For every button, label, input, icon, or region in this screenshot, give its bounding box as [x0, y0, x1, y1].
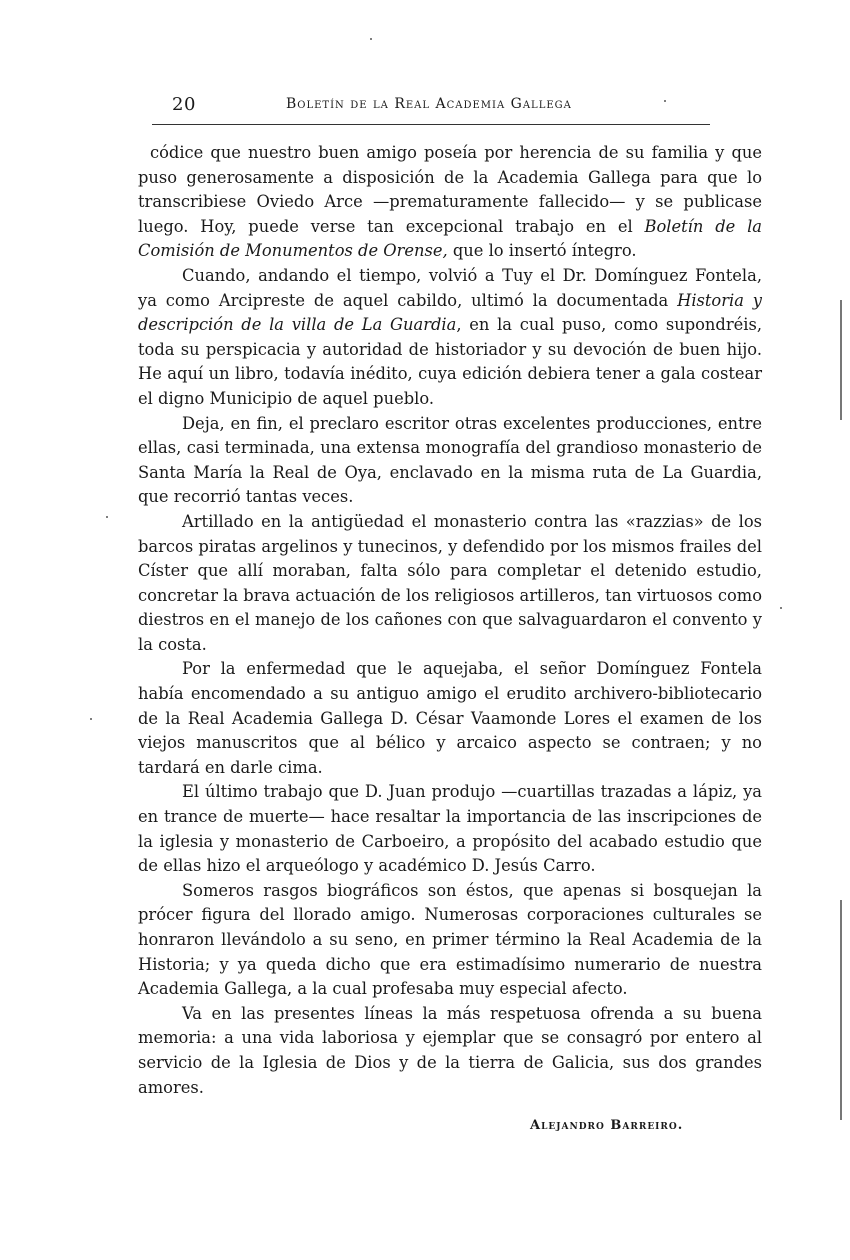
- paragraph-2-text-a: Cuando, andando el tiempo, volvió a Tuy el Dr. Domínguez Fontela, ya como Arcipreste de aquel cabildo, ultimó la documentada: [138, 265, 762, 310]
- paragraph-2-italic-title: Historia y descripción de la villa de La Guardia: [138, 290, 762, 335]
- paragraph-1: [138, 141, 762, 264]
- paragraph-2-text-b: , en la cual puso, como supondréis, toda su perspicacia y autoridad de historiador y su devoción de buen hijo. He aquí un libro, todavía inédito, cuya edición debiera tener a gala costear el digno Municipio de aquel pueblo.: [138, 315, 762, 408]
- scan-speck: [90, 718, 92, 720]
- page-edge-shadow: [840, 300, 842, 420]
- page-edge-shadow: [840, 900, 842, 1120]
- journal-title: Boletín de la Real Academia Gallega: [286, 96, 572, 112]
- scan-speck: [106, 516, 108, 518]
- paragraph-3: Deja, en fin, el preclaro escritor otras excelentes producciones, entre ellas, casi terminada, una extensa monografía del grandioso monasterio de Santa María la Real de Oya, enclavado en la misma ruta de La Guardia, que recorrió tantas veces.: [138, 413, 762, 507]
- paragraph-1-italic-title: Boletín de la Comisión de Monumentos de Orense,: [138, 216, 762, 261]
- scan-speck: [370, 38, 372, 40]
- paragraph-2: [138, 264, 762, 412]
- paragraph-7: Someros rasgos biográficos son éstos, que apenas si bosquejan la prócer figura del llorado amigo. Numerosas corporaciones culturales se honraron llevándolo a su seno, en primer término la Real Academia de la Historia; y ya queda dicho que era estimadísimo numerario de nuestra Academia Gallega, a la cual profesaba muy especial afecto.: [138, 880, 762, 999]
- article-body: [138, 141, 762, 1100]
- paragraph-1-text-a: códice que nuestro buen amigo poseía por herencia de su familia y que puso generosamente a disposición de la Academia Gallega para que lo transcribiese Oviedo Arce —prematuramente fallecido— y se publicase luego. Hoy, puede verse tan excepcional trabajo en el: [138, 143, 762, 236]
- paragraph-4: Artillado en la antigüedad el monasterio contra las «razzias» de los barcos piratas argelinos y tunecinos, y defendido por los mismos frailes del Císter que allí moraban, falta sólo para completar el detenido estudio, concretar la brava actuación de los religiosos artilleros, tan virtuosos como diestros en el manejo de los cañones con que salvaguardaron el convento y la costa.: [138, 511, 762, 654]
- paragraph-5: Por la enfermedad que le aquejaba, el señor Domínguez Fontela había encomendado a su antiguo amigo el erudito archivero-bibliotecario de la Real Academia Gallega D. César Vaamonde Lores el examen de los viejos manuscritos que al bélico y arcaico aspecto se contraen; y no tardará en darle cima.: [138, 659, 762, 777]
- scan-speck: [780, 607, 782, 609]
- page-number: 20: [172, 94, 196, 115]
- author-signature: Alejandro Barreiro.: [530, 1118, 684, 1133]
- paragraph-6: El último trabajo que D. Juan produjo —cuartillas trazadas a lápiz, ya en trance de muerte— hace resaltar la importancia de las inscripciones de la iglesia y monasterio de Carboeiro, a propósito del acabado estudio que de ellas hizo el arqueólogo y académico D. Jesús Carro.: [138, 782, 762, 876]
- running-header: [172, 94, 642, 118]
- scan-speck: [664, 100, 666, 102]
- paragraph-8: Va en las presentes líneas la más respetuosa ofrenda a su buena memoria: a una vida laboriosa y ejemplar que se consagró por entero al servicio de la Iglesia de Dios y de la tierra de Galicia, sus dos grandes amores.: [138, 1003, 762, 1097]
- paragraph-1-text-b: que lo insertó íntegro.: [447, 241, 637, 261]
- header-rule: [152, 124, 710, 125]
